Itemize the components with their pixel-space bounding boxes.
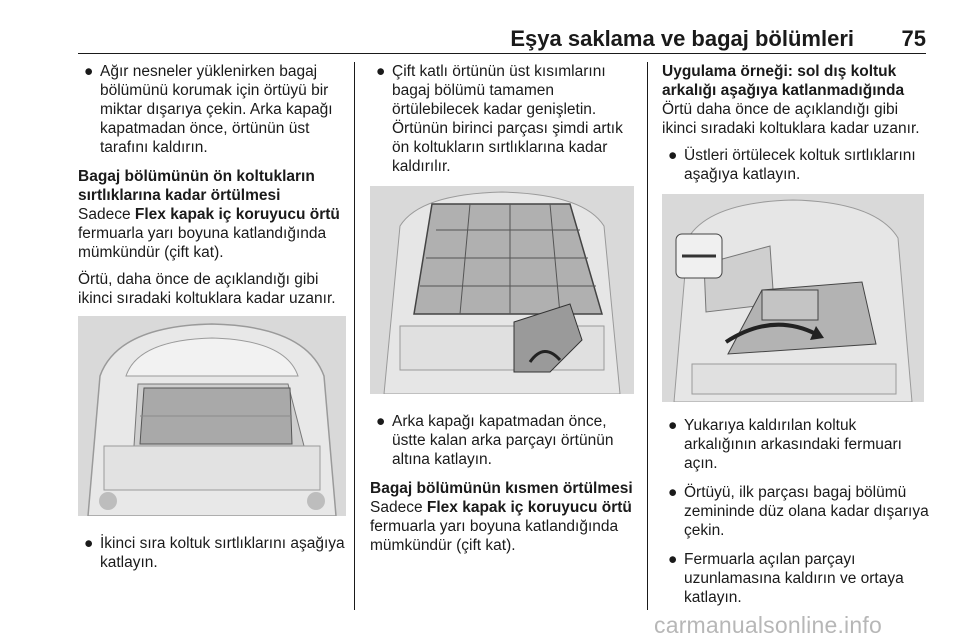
paragraph: Örtü daha önce de açıklandığı gibi ikinci sıradaki koltuklara kadar uzanır. [662,101,920,137]
bullet-icon: ● [84,535,94,552]
figure-cover-extended [370,186,634,394]
bullet-text: Yukarıya kaldırılan koltuk arkalığının arkasındaki fermuarı açın. [684,417,902,472]
column-divider-1 [354,62,355,610]
column-3 [662,62,930,617]
list-item [662,550,930,607]
column-1 [78,62,346,582]
bullet-text: Üstleri örtülecek koltuk sırtlıklarını aşağıya katlayın. [684,147,916,183]
paragraph: Örtü, daha önce de açıklandığı gibi ikinci sıradaki koltuklara kadar uzanır. [78,271,336,307]
column-2 [370,62,638,563]
section-title: Eşya saklama ve bagaj bölümleri [510,26,854,51]
partial-cover-illustration [662,194,924,402]
bullet-text: Çift katlı örtünün üst kısımlarını bagaj bölümü tamamen örtülebilecek kadar genişletin. Örtünün birinci parçası şimdi artık ön koltukların sırtlıklarına kadar kaldırılır. [392,63,623,175]
list-item [78,534,346,572]
list-item [78,62,346,157]
bullet-icon: ● [84,63,94,80]
bullet-icon: ● [668,484,678,501]
column-divider-2 [647,62,648,610]
bullet-text: Arka kapağı kapatmadan önce, üstte kalan arka parçayı örtünün altına katlayın. [392,413,614,468]
list-item [662,146,930,184]
bullet-icon: ● [668,147,678,164]
site-watermark: carmanualsonline.info [654,612,882,638]
list-item [662,416,930,473]
paragraph: Sadece Flex kapak iç koruyucu örtü fermuarla yarı boyuna katlandığında mümkündür (çift kat). [370,499,632,554]
list-item [370,62,638,176]
bullet-icon: ● [376,63,386,80]
bullet-text: Fermuarla açılan parçayı uzunlamasına kaldırın ve ortaya katlayın. [684,551,904,606]
figure-cargo-cover-flat [78,316,346,516]
bullet-icon: ● [668,551,678,568]
product-name: Flex kapak iç koruyucu örtü [134,206,340,223]
paragraph: Sadece Flex kapak iç koruyucu örtü fermuarla yarı boyuna katlandığında mümkündür (çift kat). [78,206,340,261]
bullet-text: İkinci sıra koltuk sırtlıklarını aşağıya katlayın. [100,535,345,571]
page-number: 75 [901,26,926,51]
figure-partial-cover [662,194,924,402]
bullet-icon: ● [376,413,386,430]
page-header [78,26,926,50]
bullet-text: Ağır nesneler yüklenirken bagaj bölümünü korumak için örtüyü bir miktar dışarıya çekin. Arka kapağı kapatmadan önce, örtünün üst tarafını kaldırın. [100,63,333,156]
header-rule [78,53,926,54]
list-item [662,483,930,540]
bullet-icon: ● [668,417,678,434]
list-item [370,412,638,469]
section-heading: Bagaj bölümünün kısmen örtülmesi [370,480,633,497]
product-name: Flex kapak iç koruyucu örtü [426,499,632,516]
extended-cover-illustration [370,186,634,394]
section-heading: Uygulama örneği: sol dış koltuk arkalığı aşağıya katlanmadığında [662,63,905,99]
car-trunk-illustration [78,316,346,516]
section-heading: Bagaj bölümünün ön koltukların sırtlıklarına kadar örtülmesi [78,168,315,204]
bullet-text: Örtüyü, ilk parçası bagaj bölümü zemininde düz olana kadar dışarıya çekin. [684,484,929,539]
